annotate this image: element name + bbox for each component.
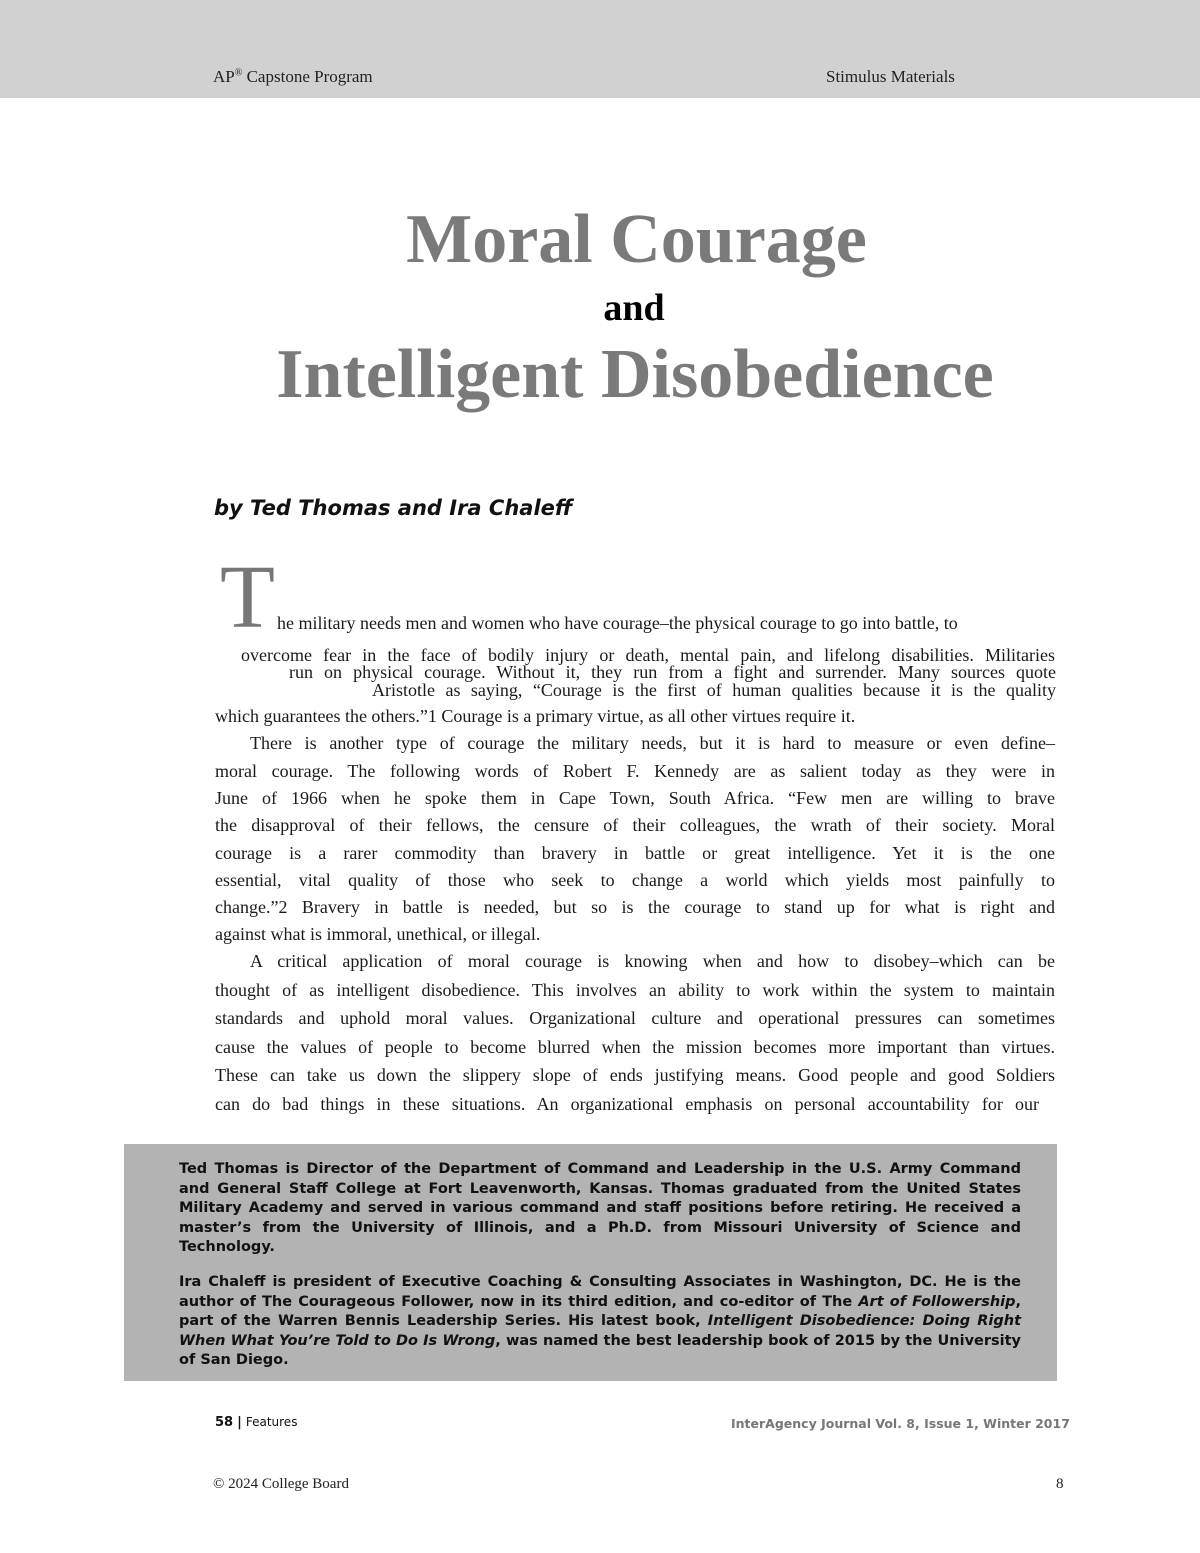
- bio-thomas: Ted Thomas is Director of the Department of Command and Leadership in the U.S. Army Command and General Staff College at Fort Leavenworth, Kansas. Thomas graduated from the United States Military Academy and served in various command and staff positions before retiring. He received a master’s from the University of Illinois, and a Ph.D. from Missouri University of Science and Technology.: [179, 1161, 1021, 1255]
- body-line: standards and uphold moral values. Organizational culture and operational pressures can sometimes: [215, 1008, 1055, 1028]
- copyright: © 2024 College Board: [213, 1476, 349, 1492]
- drop-cap: T: [220, 548, 275, 647]
- body-line: which guarantees the others.”1 Courage is a primary virtue, as all other virtues require it.: [215, 706, 856, 726]
- header-band: [0, 0, 1200, 98]
- body-line: can do bad things in these situations. An organizational emphasis on personal accountability for our: [215, 1094, 1039, 1114]
- body-line: run on physical courage. Without it, they run from a fight and surrender. Many sources quote: [289, 662, 1056, 682]
- body-line: moral courage. The following words of Robert F. Kennedy are as salient today as they were in: [215, 761, 1055, 781]
- body-line: essential, vital quality of those who seek to change a world which yields most painfully to: [215, 870, 1055, 890]
- body-line: These can take us down the slippery slope of ends justifying means. Good people and good Soldiers: [215, 1065, 1055, 1085]
- body-line: change.”2 Bravery in battle is needed, but so is the courage to stand up for what is right and: [215, 897, 1055, 917]
- body-line: A critical application of moral courage is knowing when and how to disobey–which can be: [250, 951, 1055, 971]
- program-name: AP® Capstone Program: [213, 67, 373, 86]
- section-label: Stimulus Materials: [826, 67, 955, 86]
- body-line: cause the values of people to become blurred when the mission becomes more important than virtues.: [215, 1037, 1055, 1057]
- bio-chaleff: Ira Chaleff is president of Executive Coaching & Consulting Associates in Washington, DC. He is the author of The Courageous Follower, now in its third edition, and co-editor of The Art of Followership, part of the Warren Bennis Leadership Series. His latest book, Intelligent Disobedience: Doing Right When What You’re Told to Do Is Wrong, was named the best leadership book of 2015 by the University of San Diego.: [179, 1274, 1022, 1368]
- title-line-2: Intelligent Disobedience: [276, 336, 994, 413]
- body-line: overcome fear in the face of bodily injury or death, mental pain, and lifelong disabilities. Militaries: [241, 645, 1055, 665]
- body-line: against what is immoral, unethical, or illegal.: [215, 924, 541, 944]
- body-line: courage is a rarer commodity than bravery in battle or great intelligence. Yet it is the one: [215, 843, 1055, 863]
- journal-citation: InterAgency Journal Vol. 8, Issue 1, Winter 2017: [731, 1416, 1070, 1431]
- title-line-1: Moral Courage: [406, 201, 867, 278]
- body-line: June of 1966 when he spoke them in Cape Town, South Africa. “Few men are willing to brave: [215, 788, 1055, 808]
- body-line: There is another type of courage the military needs, but it is hard to measure or even define–: [250, 733, 1055, 753]
- title-and: and: [603, 287, 665, 329]
- body-line: he military needs men and women who have courage–the physical courage to go into battle, to: [277, 613, 958, 633]
- body-line: Aristotle as saying, “Courage is the first of human qualities because it is the quality: [372, 680, 1056, 700]
- body-line: the disapproval of their fellows, the censure of their colleagues, the wrath of their society. Moral: [215, 815, 1055, 835]
- journal-page-footer: 58 | Features: [215, 1415, 298, 1430]
- byline: by Ted Thomas and Ira Chaleff: [214, 496, 573, 520]
- page-number: 8: [1056, 1476, 1064, 1492]
- body-line: thought of as intelligent disobedience. This involves an ability to work within the system to maintain: [215, 980, 1055, 1000]
